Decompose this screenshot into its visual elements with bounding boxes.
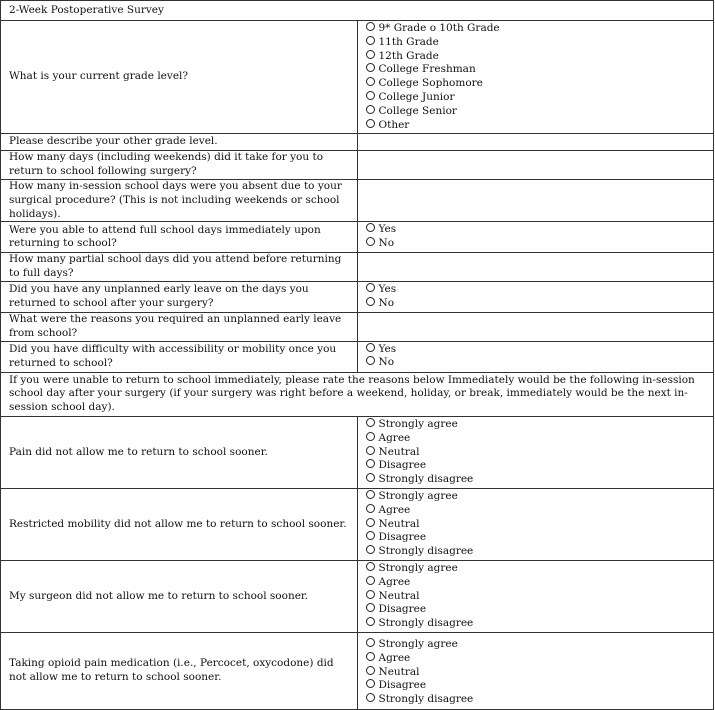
question-row <box>1 253 714 282</box>
option-label: Disagree <box>378 603 427 616</box>
option-label: Strongly disagree <box>378 545 474 558</box>
rating-options <box>357 416 714 488</box>
radio-icon[interactable] <box>366 223 375 232</box>
rating-text: Taking opioid pain medication (i.e., Percocet, oxycodone) did not allow me to return to school sooner. <box>1 632 358 709</box>
option-item[interactable] <box>366 545 710 559</box>
option-label: Yes <box>378 342 397 355</box>
option-item[interactable] <box>366 652 710 666</box>
option-label: Neutral <box>378 445 420 458</box>
rating-row <box>1 632 714 709</box>
option-item[interactable] <box>366 297 710 311</box>
option-label: College Senior <box>378 104 457 117</box>
option-label: Strongly agree <box>378 561 458 574</box>
option-item[interactable] <box>366 91 710 105</box>
option-label: Neutral <box>378 517 420 530</box>
option-item[interactable] <box>366 432 710 446</box>
option-label: 9* Grade o 10th Grade <box>378 22 500 34</box>
question-text: How many in-session school days were you absent due to your surgical procedure? (This is not including weekends or school holidays). <box>1 179 358 221</box>
radio-icon[interactable] <box>366 562 375 571</box>
option-label: 12th Grade <box>378 49 439 62</box>
option-item[interactable] <box>366 22 710 36</box>
radio-icon[interactable] <box>366 22 375 31</box>
rating-options <box>357 488 714 560</box>
option-item[interactable] <box>366 473 710 487</box>
radio-icon[interactable] <box>366 446 375 455</box>
option-label: Neutral <box>378 665 420 678</box>
option-item[interactable] <box>366 531 710 545</box>
rating-options <box>357 632 714 709</box>
option-item[interactable] <box>366 77 710 91</box>
question-row <box>1 134 714 151</box>
radio-icon[interactable] <box>366 531 375 540</box>
option-item[interactable] <box>366 446 710 460</box>
question-row <box>1 21 714 134</box>
option-label: Strongly agree <box>378 637 458 650</box>
option-item[interactable] <box>366 459 710 473</box>
option-item[interactable] <box>366 283 710 297</box>
option-item[interactable] <box>366 490 710 504</box>
option-label: Yes <box>378 223 397 236</box>
option-label: No <box>378 356 395 369</box>
option-item[interactable] <box>366 693 710 707</box>
option-label: 11th Grade <box>378 35 439 48</box>
question-row <box>1 312 714 341</box>
radio-icon[interactable] <box>366 77 375 86</box>
question-text: Please describe your other grade level. <box>1 134 358 151</box>
option-label: Disagree <box>378 531 427 544</box>
radio-icon[interactable] <box>366 490 375 499</box>
radio-icon[interactable] <box>366 590 375 599</box>
option-item[interactable] <box>366 418 710 432</box>
option-label: Strongly disagree <box>378 693 474 706</box>
radio-icon[interactable] <box>366 50 375 59</box>
question-text: What were the reasons you required an unplanned early leave from school? <box>1 312 358 341</box>
option-item[interactable] <box>366 617 710 631</box>
option-label: Disagree <box>378 459 427 472</box>
option-label: College Freshman <box>378 63 476 76</box>
question-row <box>1 222 714 253</box>
question-text: Did you have difficulty with accessibility or mobility once you returned to school? <box>1 341 358 372</box>
radio-icon[interactable] <box>366 638 375 647</box>
option-label: Strongly disagree <box>378 617 474 630</box>
rating-text: My surgeon did not allow me to return to school sooner. <box>1 560 358 632</box>
rating-text: Restricted mobility did not allow me to return to school sooner. <box>1 488 358 560</box>
option-item[interactable] <box>366 105 710 119</box>
option-item[interactable] <box>366 223 710 237</box>
option-label: Agree <box>378 503 411 516</box>
radio-icon[interactable] <box>366 603 375 612</box>
option-label: Disagree <box>378 679 427 692</box>
option-label: Strongly agree <box>378 417 458 430</box>
option-item[interactable] <box>366 679 710 693</box>
radio-icon[interactable] <box>366 693 375 702</box>
option-item[interactable] <box>366 119 710 133</box>
radio-icon[interactable] <box>366 105 375 114</box>
option-label: Agree <box>378 431 411 444</box>
question-row <box>1 151 714 180</box>
instruction-row <box>1 372 714 416</box>
option-label: No <box>378 237 395 250</box>
question-text: Did you have any unplanned early leave on the days you returned to school after your surgery? <box>1 281 358 312</box>
option-item[interactable] <box>366 562 710 576</box>
rating-text: Pain did not allow me to return to school sooner. <box>1 416 358 488</box>
rating-row <box>1 560 714 632</box>
radio-icon[interactable] <box>366 518 375 527</box>
radio-icon[interactable] <box>366 459 375 468</box>
radio-icon[interactable] <box>366 617 375 626</box>
question-text: How many partial school days did you attend before returning to full days? <box>1 253 358 282</box>
option-item[interactable] <box>366 50 710 64</box>
radio-icon[interactable] <box>366 504 375 513</box>
option-item[interactable] <box>366 518 710 532</box>
answer-options <box>357 341 714 372</box>
question-row <box>1 179 714 221</box>
rating-row <box>1 416 714 488</box>
option-item[interactable] <box>366 666 710 680</box>
instruction-text: If you were unable to return to school immediately, please rate the reasons below Immediately would be the following in-session school day after your surgery (if your surgery was right before a weekend, holiday, or break, immediately would be the next in-session school day). <box>1 372 714 416</box>
radio-icon[interactable] <box>366 63 375 72</box>
answer-options <box>357 21 714 134</box>
radio-icon[interactable] <box>366 576 375 585</box>
option-item[interactable] <box>366 343 710 357</box>
option-label: Other <box>378 118 410 131</box>
radio-icon[interactable] <box>366 473 375 482</box>
radio-icon[interactable] <box>366 652 375 661</box>
option-item[interactable] <box>366 638 710 652</box>
radio-icon[interactable] <box>366 283 375 292</box>
radio-icon[interactable] <box>366 237 375 246</box>
option-label: Agree <box>378 575 411 588</box>
option-label: Yes <box>378 282 397 295</box>
radio-icon[interactable] <box>366 666 375 675</box>
answer-field[interactable] <box>357 151 714 180</box>
option-label: Strongly disagree <box>378 473 474 486</box>
radio-icon[interactable] <box>366 119 375 128</box>
question-text: How many days (including weekends) did it take for you to return to school following surgery? <box>1 151 358 180</box>
survey-title: 2-Week Postoperative Survey <box>1 1 714 21</box>
radio-icon[interactable] <box>366 679 375 688</box>
option-item[interactable] <box>366 576 710 590</box>
radio-icon[interactable] <box>366 91 375 100</box>
option-item[interactable] <box>366 237 710 251</box>
rating-options <box>357 560 714 632</box>
option-item[interactable] <box>366 504 710 518</box>
option-label: No <box>378 296 395 309</box>
answer-field[interactable] <box>357 179 714 221</box>
option-item[interactable] <box>366 356 710 370</box>
option-label: Strongly agree <box>378 489 458 502</box>
option-label: College Junior <box>378 90 455 103</box>
radio-icon[interactable] <box>366 432 375 441</box>
question-text: What is your current grade level? <box>1 21 358 134</box>
option-label: College Sophomore <box>378 77 483 90</box>
option-item[interactable] <box>366 590 710 604</box>
radio-icon[interactable] <box>366 545 375 554</box>
answer-field[interactable] <box>357 312 714 341</box>
question-row <box>1 281 714 312</box>
answer-field[interactable] <box>357 134 714 151</box>
question-text: Were you able to attend full school days immediately upon returning to school? <box>1 222 358 253</box>
answer-field[interactable] <box>357 253 714 282</box>
radio-icon[interactable] <box>366 343 375 352</box>
survey-title-row <box>1 1 714 21</box>
option-item[interactable] <box>366 63 710 77</box>
radio-icon[interactable] <box>366 297 375 306</box>
radio-icon[interactable] <box>366 418 375 427</box>
radio-icon[interactable] <box>366 36 375 45</box>
radio-icon[interactable] <box>366 356 375 365</box>
answer-options <box>357 281 714 312</box>
option-label: Agree <box>378 651 411 664</box>
option-item[interactable] <box>366 603 710 617</box>
option-label: Neutral <box>378 589 420 602</box>
answer-options <box>357 222 714 253</box>
rating-row <box>1 488 714 560</box>
option-item[interactable] <box>366 36 710 50</box>
question-row <box>1 341 714 372</box>
